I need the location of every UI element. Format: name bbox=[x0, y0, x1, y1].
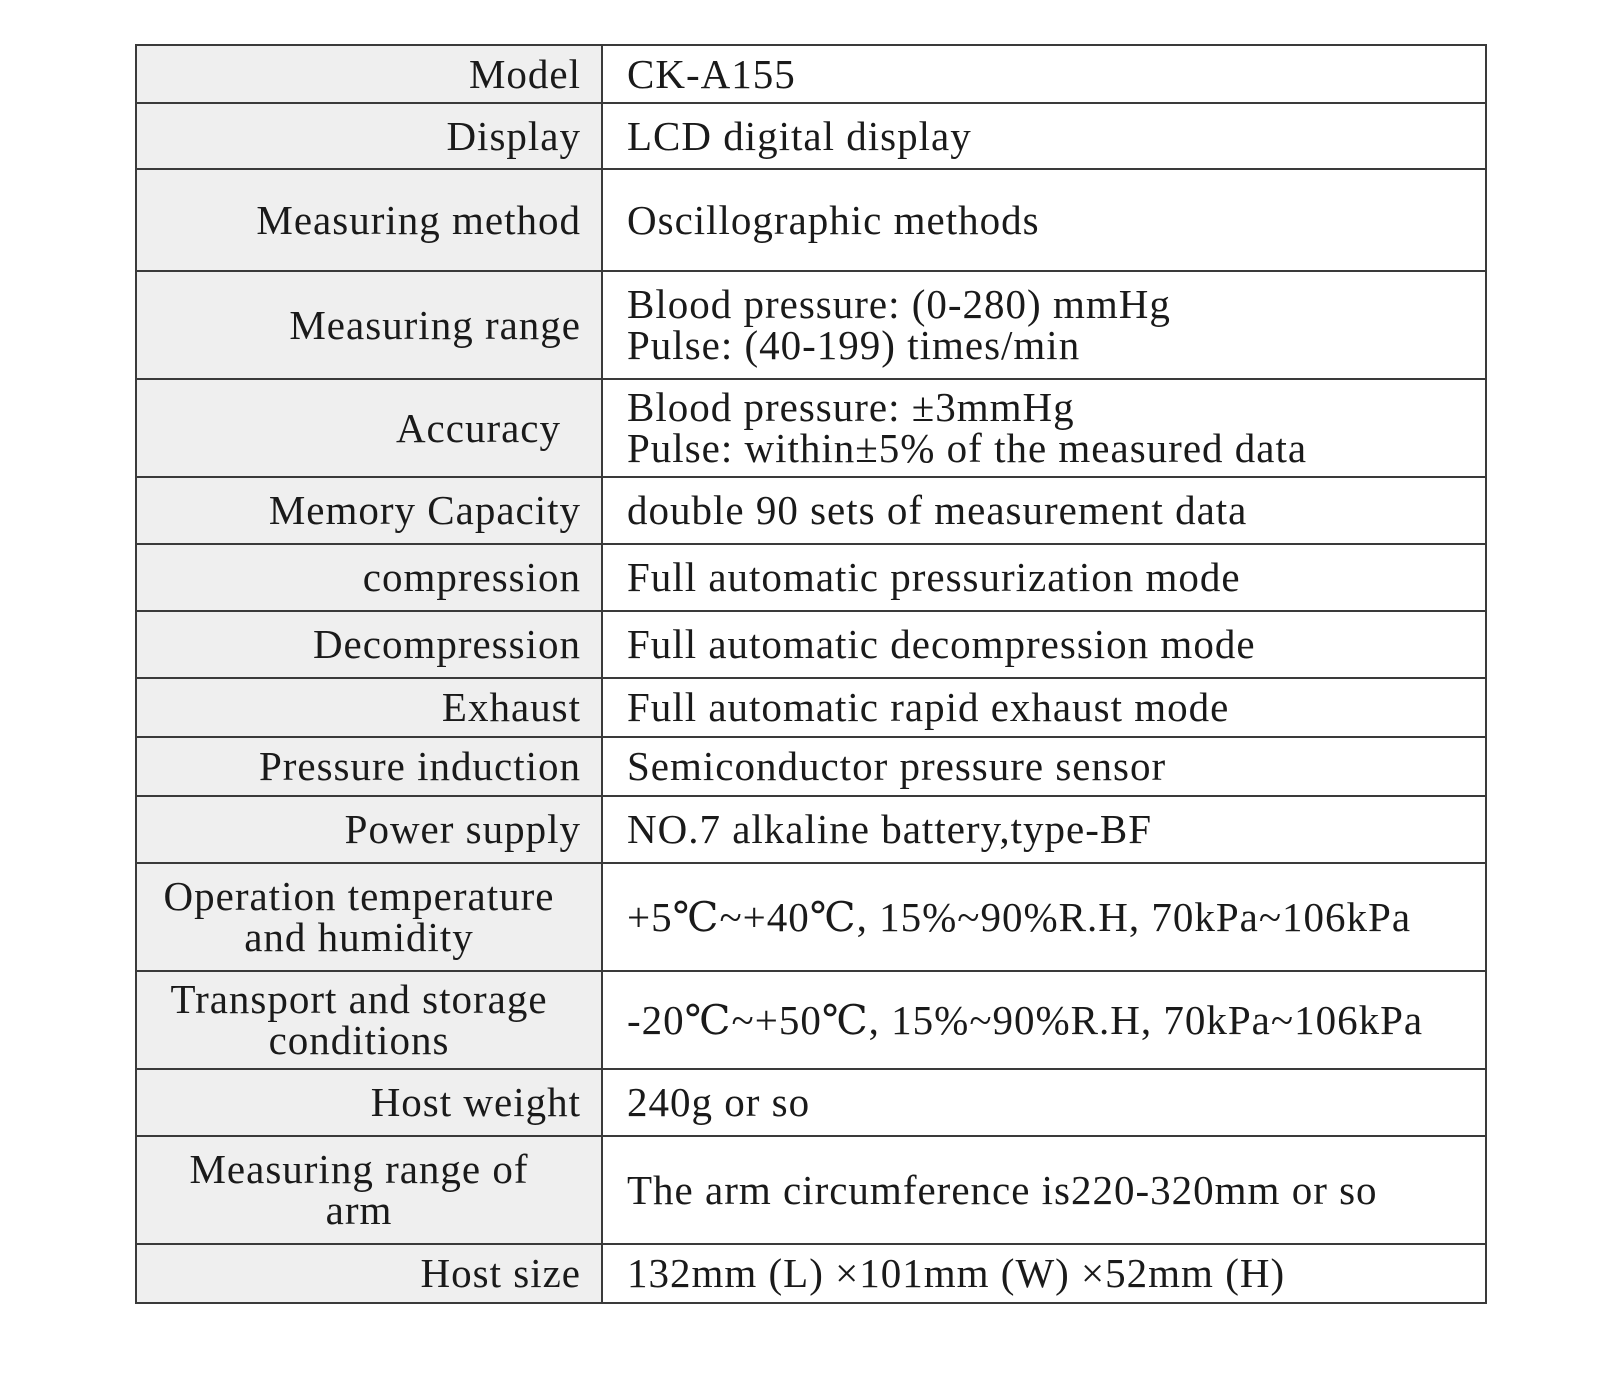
table-row bbox=[136, 737, 1486, 796]
spec-value-measuring-method bbox=[602, 169, 1486, 271]
spec-label-decompression bbox=[136, 611, 602, 678]
spec-label-display bbox=[136, 103, 602, 169]
table-row bbox=[136, 544, 1486, 611]
table-row bbox=[136, 477, 1486, 544]
value-line: CK-A155 bbox=[627, 50, 796, 97]
value-line: Oscillographic methods bbox=[627, 196, 1040, 243]
label-line: Operation temperature bbox=[163, 873, 555, 919]
label-line: Host weight bbox=[370, 1079, 581, 1125]
table-row bbox=[136, 1069, 1486, 1136]
value-line: NO.7 alkaline battery,type-BF bbox=[627, 806, 1153, 852]
spec-label-arm-range bbox=[136, 1136, 602, 1244]
spec-value-decompression bbox=[602, 611, 1486, 678]
value-line: Pulse: (40-199) times/min bbox=[627, 322, 1081, 368]
label-line: Memory Capacity bbox=[268, 487, 581, 533]
value-line: Blood pressure: ±3mmHg bbox=[627, 384, 1075, 430]
spec-value-compression bbox=[602, 544, 1486, 611]
spec-label-operation-temperature bbox=[136, 863, 602, 971]
label-line: Measuring range bbox=[289, 301, 581, 348]
spec-value-operation-temperature bbox=[602, 863, 1486, 971]
value-line: Pulse: within±5% of the measured data bbox=[627, 425, 1308, 471]
spec-value-measuring-range bbox=[602, 271, 1486, 379]
spec-label-host-size bbox=[136, 1244, 602, 1303]
label-line: Pressure induction bbox=[258, 743, 581, 789]
value-line: LCD digital display bbox=[627, 112, 972, 159]
label-line: arm bbox=[325, 1187, 393, 1233]
spec-label-memory-capacity bbox=[136, 477, 602, 544]
label-line: compression bbox=[362, 554, 581, 600]
value-line: Full automatic decompression mode bbox=[627, 621, 1256, 667]
spec-value-pressure-induction bbox=[602, 737, 1486, 796]
spec-value-display bbox=[602, 103, 1486, 169]
spec-value-transport-storage bbox=[602, 971, 1486, 1069]
table-row bbox=[136, 45, 1486, 103]
value-line: Full automatic rapid exhaust mode bbox=[627, 684, 1230, 730]
label-line: Accuracy bbox=[395, 404, 561, 451]
label-line: Display bbox=[446, 112, 581, 159]
spec-value-host-size bbox=[602, 1244, 1486, 1303]
table-row bbox=[136, 863, 1486, 971]
value-line: +5℃~+40℃, 15%~90%R.H, 70kPa~106kPa bbox=[627, 893, 1412, 940]
spec-table bbox=[135, 44, 1487, 1304]
label-line: Exhaust bbox=[441, 684, 581, 730]
label-line: Measuring range of bbox=[189, 1146, 529, 1192]
spec-value-arm-range bbox=[602, 1136, 1486, 1244]
value-line: Blood pressure: (0-280) mmHg bbox=[627, 281, 1171, 327]
label-line: conditions bbox=[268, 1017, 450, 1063]
spec-value-accuracy bbox=[602, 379, 1486, 477]
spec-label-host-weight bbox=[136, 1069, 602, 1136]
value-line: 240g or so bbox=[627, 1079, 811, 1125]
table-row bbox=[136, 169, 1486, 271]
spec-label-exhaust bbox=[136, 678, 602, 737]
spec-label-power-supply bbox=[136, 796, 602, 863]
label-line: Power supply bbox=[344, 806, 581, 852]
label-line: Measuring method bbox=[256, 196, 581, 243]
table-row bbox=[136, 1244, 1486, 1303]
value-line: Semiconductor pressure sensor bbox=[627, 743, 1167, 789]
value-line: double 90 sets of measurement data bbox=[627, 487, 1248, 533]
spec-label-pressure-induction bbox=[136, 737, 602, 796]
spec-value-power-supply bbox=[602, 796, 1486, 863]
spec-label-model bbox=[136, 45, 602, 103]
spec-value-memory-capacity bbox=[602, 477, 1486, 544]
value-line: -20℃~+50℃, 15%~90%R.H, 70kPa~106kPa bbox=[627, 996, 1424, 1043]
table-row bbox=[136, 796, 1486, 863]
table-row bbox=[136, 678, 1486, 737]
table-row bbox=[136, 379, 1486, 477]
spec-value-exhaust bbox=[602, 678, 1486, 737]
table-row bbox=[136, 971, 1486, 1069]
value-line: Full automatic pressurization mode bbox=[627, 554, 1241, 600]
table-row bbox=[136, 271, 1486, 379]
value-line: The arm circumference is220-320mm or so bbox=[627, 1166, 1378, 1213]
label-line: Host size bbox=[420, 1250, 581, 1296]
spec-value-model bbox=[602, 45, 1486, 103]
label-line: Decompression bbox=[312, 621, 581, 667]
label-line: Model bbox=[468, 50, 581, 97]
spec-value-host-weight bbox=[602, 1069, 1486, 1136]
label-line: Transport and storage bbox=[170, 976, 548, 1022]
spec-label-measuring-range bbox=[136, 271, 602, 379]
table-row bbox=[136, 1136, 1486, 1244]
table-row bbox=[136, 611, 1486, 678]
value-line: 132mm (L) ×101mm (W) ×52mm (H) bbox=[627, 1250, 1286, 1296]
spec-label-transport-storage bbox=[136, 971, 602, 1069]
label-line: and humidity bbox=[244, 914, 474, 960]
spec-label-compression bbox=[136, 544, 602, 611]
table-row bbox=[136, 103, 1486, 169]
spec-label-measuring-method bbox=[136, 169, 602, 271]
spec-label-accuracy bbox=[136, 379, 602, 477]
